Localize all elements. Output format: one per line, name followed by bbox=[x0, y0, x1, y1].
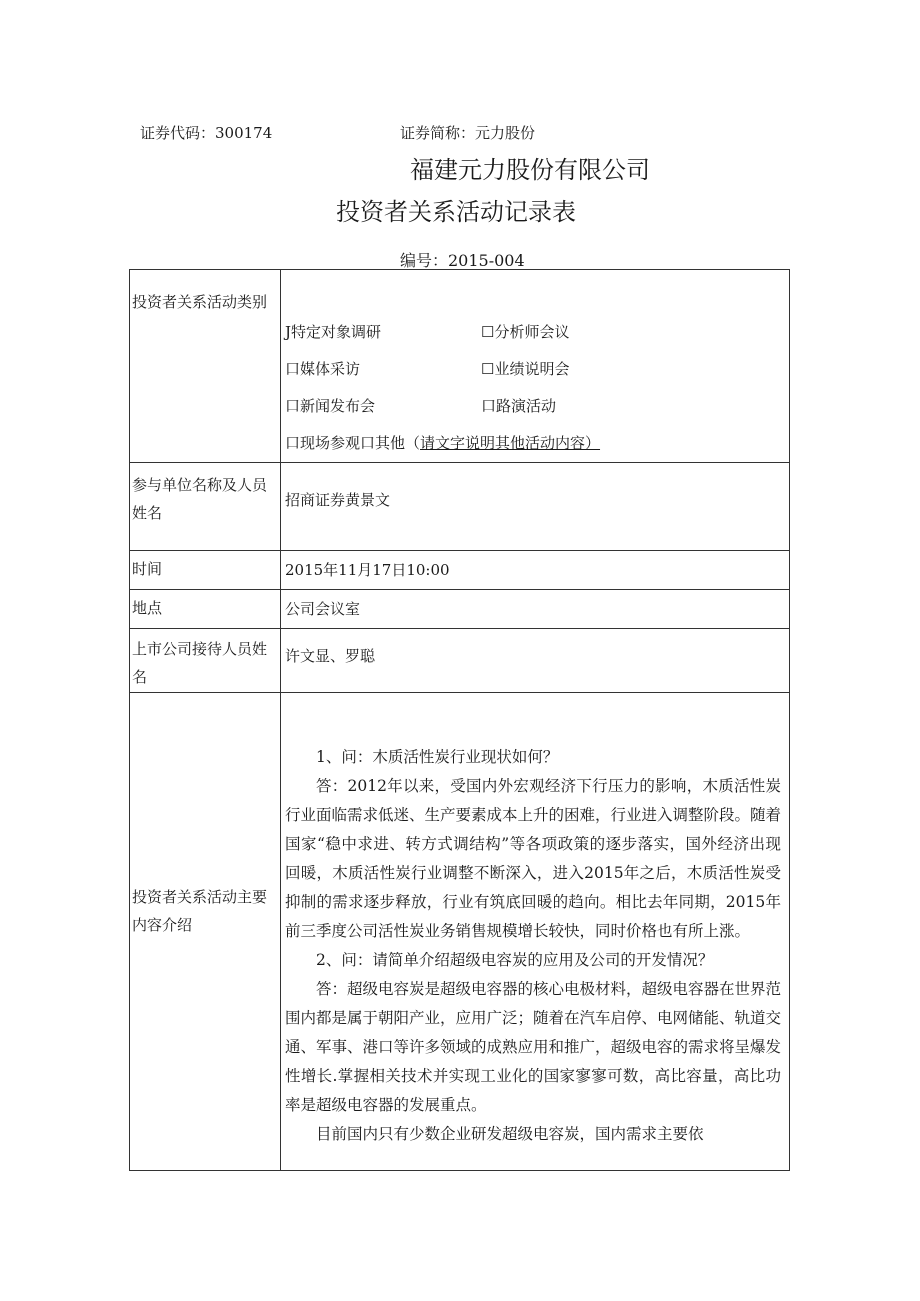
time-value: 2015年11月17日10:00 bbox=[281, 551, 790, 590]
record-number: 编号：2015-004 bbox=[400, 251, 525, 270]
company-name: 福建元力股份有限公司 bbox=[410, 156, 650, 184]
participants-value: 招商证券黄景文 bbox=[285, 491, 391, 509]
paragraph-q2: 2、问：请简单介绍超级电容炭的应用及公司的开发情况？ bbox=[316, 951, 714, 969]
option-press-conference: 口新闻发布会 bbox=[285, 397, 376, 415]
row-location bbox=[130, 590, 790, 629]
option-site-visit-other-label: 口现场参观口其他（ bbox=[285, 434, 421, 452]
option-specific-research: J特定对象调研 bbox=[285, 323, 382, 341]
paragraph-q1: 1、问：木质活性炭行业现状如何？ bbox=[316, 748, 559, 766]
activity-type-options bbox=[281, 270, 790, 463]
document-title: 投资者关系活动记录表 bbox=[336, 198, 576, 226]
reception-label: 上市公司接待人员姓名 bbox=[130, 629, 281, 693]
row-activity-type bbox=[130, 270, 790, 463]
stock-short-name: 证券简称：元力股份 bbox=[400, 124, 536, 142]
option-earnings-briefing: ☐业绩说明会 bbox=[481, 360, 570, 378]
paragraph-a2: 答：超级电容炭是超级电容器的核心电极材料，超级电容器在世界范围内都是属于朝阳产业，应用广泛；随着在汽车启停、电网储能、轨道交通、军事、港口等许多领域的成熟应用和推广，超级电容的需求将呈爆发性增长.掌握相关技术并实现工业化的国家寥寥可数，高比容量，高比功率是超级电容器的发展重点。 bbox=[285, 980, 782, 1114]
participants-label: 参与单位名称及人员姓名 bbox=[130, 463, 281, 551]
row-reception-staff bbox=[130, 629, 790, 693]
option-media-interview: 口媒体采访 bbox=[285, 360, 361, 378]
row-participants bbox=[130, 463, 790, 551]
location-value: 公司会议室 bbox=[281, 590, 790, 629]
option-analyst-meeting: ☐分析师会议 bbox=[481, 323, 570, 341]
row-activity-content bbox=[130, 693, 790, 1171]
record-table bbox=[129, 269, 790, 1171]
location-label: 地点 bbox=[130, 590, 281, 629]
content-body bbox=[285, 693, 789, 1149]
content-label: 投资者关系活动主要内容介绍 bbox=[130, 693, 281, 1171]
paragraph-a1: 答：2012年以来，受国内外宏观经济下行压力的影响，木质活性炭行业面临需求低迷、生产要素成本上升的困难，行业进入调整阶段。随着国家“稳中求进、转方式调结构”等各项政策的逐步落实，国外经济出现回暖，木质活性炭行业调整不断深入，进入2015年之后，木质活性炭受抑制的需求逐步释放，行业有筑底回暖的趋向。相比去年同期，2015年前三季度公司活性炭业务销售规模增长较快，同时价格也有所上涨。 bbox=[285, 777, 782, 940]
time-label: 时间 bbox=[130, 551, 281, 590]
row-time bbox=[130, 551, 790, 590]
paragraph-a2-continued: 目前国内只有少数企业研发超级电容炭，国内需求主要依 bbox=[316, 1125, 704, 1143]
reception-value: 许文显、罗聪 bbox=[285, 647, 376, 665]
option-roadshow: 口路演活动 bbox=[481, 397, 557, 415]
option-site-visit-other bbox=[285, 425, 789, 462]
activity-type-label: 投资者关系活动类别 bbox=[130, 270, 281, 463]
other-activity-note: 请文字说明其他活动内容） bbox=[420, 434, 601, 452]
stock-code: 证券代码：300174 bbox=[140, 124, 273, 142]
